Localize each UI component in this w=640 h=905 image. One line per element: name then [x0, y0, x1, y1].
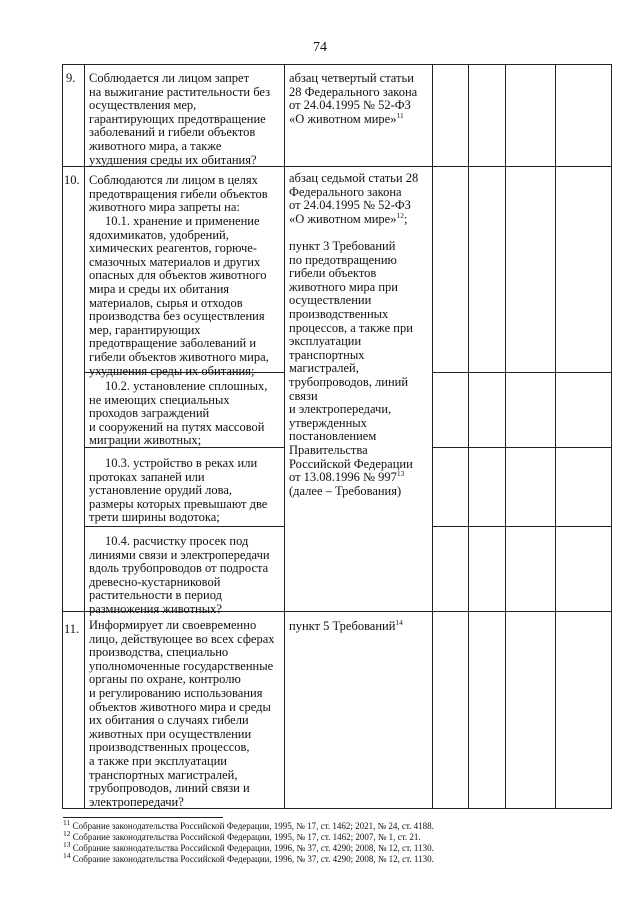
row-divider [432, 526, 612, 527]
row-9-reference: абзац четвертый статьи 28 Федерального закона от 24.04.1995 № 52-ФЗ «О животном мире»$^{11}$ [289, 71, 418, 126]
row-10-reference-requirements: пункт 3 Требований по предотвращению гибели объектов животного мира при осуществлении производственных процессов, а также при эксплуатации транспортных магистралей, трубопроводов, линий связи и электропередачи, утвержденных постановлением Правительства Российской Федерации от 13.08.1996 № $997^{13}$ (далее – Требования) [289, 239, 413, 498]
footnote-ref-12: 12 [396, 210, 404, 220]
row-10-1-text: 10.1. хранение и применение ядохимикатов, удобрений, химических реагентов, горюче- смазочных материалов и других опасных для объектов животного мира и среды их обитания материалов, сырья и отходов производства без осуществления мер, гарантирующих предотвращение заболеваний и гибели объектов животного мира, ухудшения среды их обитания; [89, 214, 269, 378]
row-9-number: 9. [66, 71, 76, 85]
footnote-separator [63, 817, 223, 818]
footnote-ref-11: 11 [396, 110, 404, 120]
row-10-3-text: 10.3. устройство в реках или протоках запаней или установление орудий лова, размеры которых превышают две трети ширины водотока; [89, 456, 268, 525]
row-11-number: 11. [64, 622, 80, 636]
footnote-ref-14: 14 [395, 617, 403, 627]
footnotes [63, 818, 623, 865]
row-divider [84, 526, 284, 527]
footnote-13: $^{13}$ Собрание законодательства Российской Федерации, 1996, № 37, ст. 4290; 2008, № 12, ст. 1130. [63, 840, 434, 853]
footnote-ref-13: 13 [396, 468, 405, 478]
row-divider [432, 372, 612, 373]
row-10-4-text: 10.4. расчистку просек под линиями связи и электропередачи вдоль трубопроводов от подроста древесно-кустарниковой растительности в период размножения животных? [89, 534, 270, 616]
col-divider [84, 64, 85, 809]
col-divider [468, 64, 469, 809]
row-11-reference: пункт 5 Требований$^{14}$ [289, 617, 403, 633]
col-divider [284, 64, 285, 809]
footnote-14: $^{14}$ Собрание законодательства Российской Федерации, 1996, № 37, ст. 4290; 2008, № 12, ст. 1130. [63, 851, 434, 864]
page-number: 74 [313, 40, 327, 55]
footnote-11: $^{11}$ Собрание законодательства Российской Федерации, 1995, № 17, ст. 1462; 2021, № 24, ст. 4188. [63, 818, 434, 831]
row-9-question: Соблюдается ли лицом запрет на выжигание растительности без осуществления мер, гарантирующих предотвращение заболеваний и гибели объектов животного мира, а также ухудшения среды их обитания? [89, 71, 271, 167]
footnote-12: $^{12}$ Собрание законодательства Российской Федерации, 1995, № 17, ст. 1462; 2007, № 1, ст. 21. [63, 829, 421, 842]
row-11-question: Информирует ли своевременно лицо, действующее во всех сферах производства, специально уполномоченные государственные органы по охране, контролю и регулированию использования объектов животного мира и среды их обитания о случаях гибели животных при осуществлении производственных процессов, а также при эксплуатации транспортных магистралей, трубопроводов, линий связи и электропередачи? [89, 618, 275, 809]
col-divider [505, 64, 506, 809]
col-divider [432, 64, 433, 809]
row-divider [432, 447, 612, 448]
row-10-2-text: 10.2. установление сплошных, не имеющих специальных проходов заграждений и сооружений на путях массовой миграции животных; [89, 379, 268, 448]
col-divider [555, 64, 556, 809]
row-10-intro: Соблюдаются ли лицом в целях предотвращения гибели объектов животного мира запреты на: [89, 173, 268, 215]
row-10-number: 10. [64, 173, 80, 187]
row-10-reference-law: абзац седьмой статьи 28 Федерального закона от 24.04.1995 № 52-ФЗ «О животном мире»$^{12}$; [289, 171, 419, 226]
